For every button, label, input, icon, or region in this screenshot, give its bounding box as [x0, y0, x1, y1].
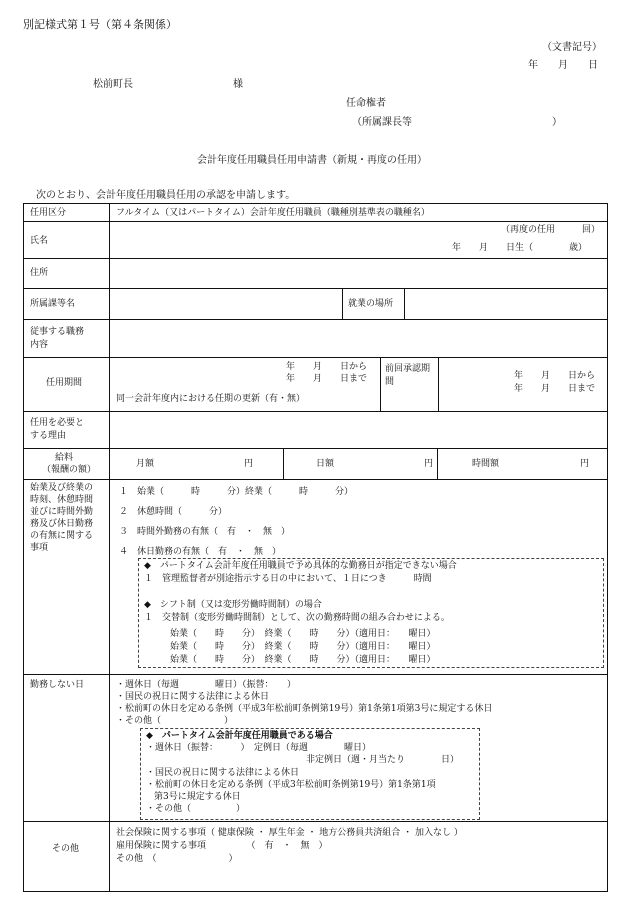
hours-label-line: 並びに時間外勤 [30, 507, 94, 517]
hours-label-line: 時刻、休憩時間 [30, 495, 94, 505]
doc-ref: （文書記号） [542, 42, 602, 53]
pt-holiday-nonfixed: 非定例日（週・月当たり 日） [306, 755, 460, 765]
application-form-table [23, 203, 608, 892]
other-label: その他 [52, 844, 80, 854]
intro-text: 次のとおり、会計年度任用職員任用の承認を申請します。 [36, 190, 296, 201]
pt-holiday-weekly: ・週休日（振替： ） 定例日（毎週 曜日） [146, 743, 372, 753]
daily-salary: 日額 円 [316, 459, 434, 469]
hourly-salary: 時間額 円 [472, 459, 590, 469]
pt-holiday-other: ・その他（ ） [146, 804, 246, 814]
category-value: フルタイム（又はパートタイム）会計年度任用職員（職種別基準表の職種名） [116, 208, 430, 218]
birthdate: 年 月 日生（ 歳） [452, 243, 588, 253]
hours-label-line: 始業及び終業の [30, 483, 94, 493]
shift-line: １ 交替制（変形労働時間制）として、次の勤務時間の組み合わせによる。 [144, 613, 450, 623]
holiday-ordinance: ・松前町の休日を定める条例（平成3年松前町条例第19号）第1条第1項第3号に規定する休日 [116, 704, 493, 714]
hours-item-overtime: ３ 時間外勤務の有無（ 有 ・ 無 ） [119, 527, 291, 537]
pt-holiday-ordinance-cont: 第3号に規定する休日 [154, 792, 241, 802]
period-from: 年 月 日から [286, 362, 368, 372]
reason-label-1: 任用を必要と [30, 418, 85, 428]
duties-label-1: 従事する職務 [30, 327, 85, 337]
shift-row: 始業（ 時 分） 終業（ 時 分）（適用日： 曜日） [170, 642, 436, 652]
holiday-weekly: ・週休日（毎週 曜日）（振替： ） [116, 680, 297, 690]
prev-from: 年 月 日から [514, 371, 596, 381]
reason-label-2: する理由 [30, 431, 67, 441]
date-line: 年 月 日 [528, 60, 598, 71]
holiday-other: ・その他（ ） [116, 716, 234, 726]
pt-holiday-national: ・国民の祝日に関する法律による休日 [146, 768, 300, 778]
name-label: 氏名 [30, 236, 49, 246]
hours-label-line: の有無に関する [30, 531, 94, 541]
addressee: 松前町長 様 [93, 79, 243, 90]
department-label: 所属課等名 [30, 299, 76, 309]
workplace-label: 就業の場所 [348, 299, 394, 309]
pt-holiday-header: ◆ パートタイム会計年度任用職員である場合 [146, 731, 333, 741]
period-to: 年 月 日まで [286, 374, 368, 384]
salary-label-1: 給料 [55, 453, 74, 463]
duties-label-2: 内容 [30, 340, 49, 350]
prev-to: 年 月 日まで [514, 384, 596, 394]
prev-period-label-2: 間 [385, 377, 395, 387]
pt-holiday-ordinance: ・松前町の休日を定める条例（平成3年松前町条例第19号）第1条第1項 [146, 780, 436, 790]
holidays-label: 勤務しない日 [30, 680, 85, 690]
form-number: 別記様式第１号（第４条関係） [23, 18, 177, 31]
social-insurance: 社会保険に関する事項（ 健康保険 ・ 厚生年金 ・ 地方公務員共済組合 ・ 加入なし ） [116, 828, 463, 838]
pt-undetermined-line: １ 管理監督者が別途指示する日の中において、１日につき 時間 [144, 574, 432, 584]
hours-label-line: 事項 [30, 543, 49, 553]
other-misc: その他 （ ） [116, 854, 238, 864]
shift-header: ◆ シフト制（又は変形労働時間制）の場合 [144, 600, 322, 610]
pt-undetermined-header: ◆ パートタイム会計年度任用職員で予め具体的な勤務日が指定できない場合 [144, 561, 457, 571]
category-label: 任用区分 [30, 208, 67, 218]
prev-period-label-1: 前回承認期 [385, 364, 431, 374]
hours-label-line: 務及び休日勤務 [30, 519, 94, 529]
authority-label: 任命権者 [346, 98, 386, 109]
period-label: 任用期間 [46, 378, 83, 388]
holiday-national: ・国民の祝日に関する法律による休日 [116, 692, 270, 702]
renewal-line: 同一会計年度内における任期の更新（有・無） [116, 394, 306, 404]
dept-head-line: （所属課長等 ） [352, 117, 562, 128]
employment-insurance: 雇用保険に関する事項 （ 有 ・ 無 ） [116, 841, 328, 851]
monthly-salary: 月額 円 [136, 459, 254, 469]
shift-row: 始業（ 時 分） 終業（ 時 分）（適用日： 曜日） [170, 629, 436, 639]
document-title: 会計年度任用職員任用申請書（新規・再度の任用） [197, 155, 427, 166]
hours-item-break: ２ 休憩時間（ 分） [119, 507, 228, 517]
salary-label-2: （報酬の額） [42, 465, 97, 475]
reappointment-count: （再度の任用 回） [501, 225, 601, 235]
hours-item-start-end: １ 始業（ 時 分）終業（ 時 分） [119, 487, 354, 497]
shift-row: 始業（ 時 分） 終業（ 時 分）（適用日： 曜日） [170, 655, 436, 665]
address-label: 住所 [30, 268, 49, 278]
hours-item-holiday-work: ４ 休日勤務の有無（ 有 ・ 無 ） [119, 547, 282, 557]
